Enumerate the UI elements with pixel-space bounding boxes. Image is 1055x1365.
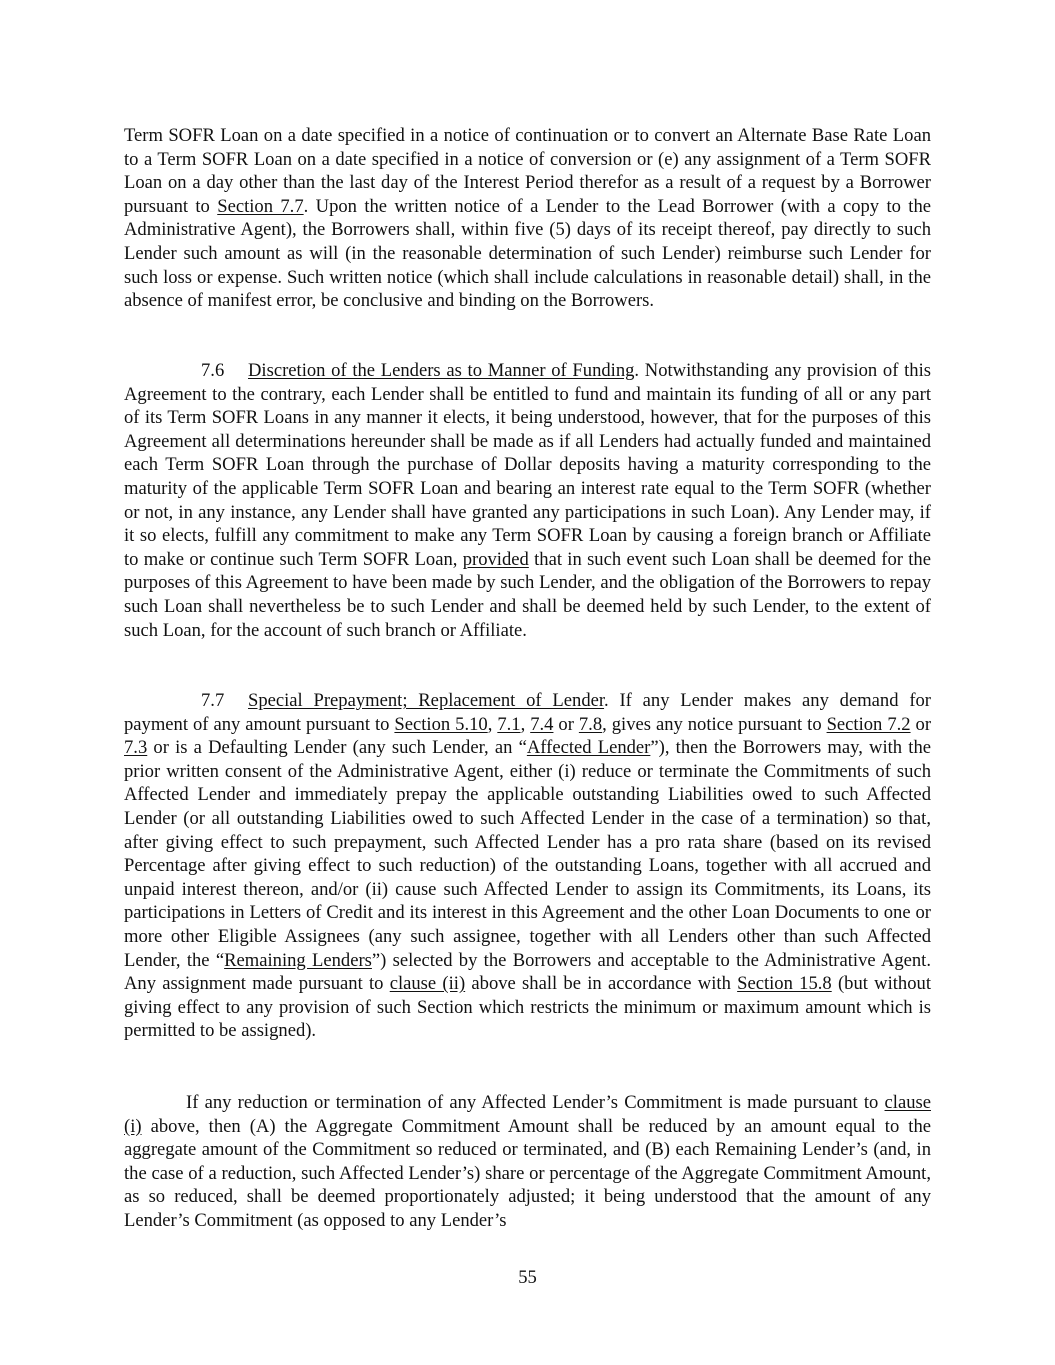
text-run: Term SOFR Loan on a date specified in a notice of continuation or to convert an Alternate Base Rate Loan to a Term SOFR Loan on a date specified in a notice of conversion or (e) any assignment of a Term SOFR Loan on a day other than the last day of the Interest Period therefor as a result of a request by a Borrower pursuant to — [124, 125, 931, 217]
section-heading: Special Prepayment; Replacement of Lender — [248, 690, 605, 711]
defined-term: Remaining Lenders — [224, 949, 372, 971]
section-number: 7.6 — [201, 360, 225, 381]
clause-reference: clause (ii) — [389, 973, 466, 995]
section-reference: Section 5.10 — [394, 713, 488, 735]
section-reference: 7.8 — [578, 713, 603, 735]
text-run: (but without giving effect to any provision of such Section which restricts the minimum or maximum amount which is permitted to be assigned). — [124, 973, 931, 1042]
section-reference: Section 7.7 — [217, 195, 304, 217]
defined-term: provided — [462, 548, 529, 570]
text-run: . If any Lender makes any demand for payment of any amount pursuant to — [124, 690, 931, 735]
section-reference: 7.1 — [497, 713, 521, 735]
text-run: ”), then the Borrowers may, with the prior written consent of the Administrative Agent, either (i) reduce or terminate the Commitments of such Affected Lender and immediately prepay the applicable outstanding Liabilities owed to such Affected Lender (or all outstanding Liabilities owed to such Affected Lender in the case of a termination) so that, after giving effect to such prepayment, such Affected Lender has a pro rata share (based on its revised Percentage after giving effect to such reduction) of the outstanding Loans, together with all accrued and unpaid interest thereon, and/or (ii) cause such Affected Lender to assign its Commitments, its Loans, its participations in Letters of Credit and its interest in this Agreement and the other Loan Documents to one or more other Eligible Assignees (any such assignee, together with all Lenders other than such Affected Lender, the “ — [124, 737, 931, 971]
text-run: that in such event such Loan shall be deemed for the purposes of this Agreement to have been made by such Lender, and the obligation of the Borrowers to repay such Loan shall nevertheless be to such Lender and shall be deemed held by such Lender, to the extent of such Loan, for the account of such branch or Affiliate. — [124, 548, 931, 641]
paragraph-continuation — [124, 124, 931, 313]
text-run: or is a Defaulting Lender (any such Lender, an “ — [147, 737, 527, 759]
section-reference: 7.3 — [124, 737, 148, 759]
reduction-paragraph — [124, 1091, 931, 1233]
text-run: ”) selected by the Borrowers and acceptable to the Administrative Agent. Any assignment made pursuant to — [124, 949, 931, 995]
section-7-7-paragraph — [124, 689, 931, 1043]
text-run: , — [520, 713, 531, 735]
page-number: 55 — [518, 1267, 537, 1288]
text-run: above shall be in accordance with — [465, 973, 738, 995]
text-run: above, then (A) the Aggregate Commitment Amount shall be reduced by an amount equal to the aggregate amount of the Commitment so reduced or terminated, and (B) each Remaining Lender’s (and, in the case of a reduction, such Affected Lender’s) share or percentage of the Aggregate Commitment Amount, as so reduced, shall be deemed proportionately adjusted; it being understood that the amount of any Lender’s Commitment (as opposed to any Lender’s — [124, 1115, 931, 1231]
clause-reference: clause (i) — [124, 1092, 931, 1137]
text-run: , — [487, 713, 498, 735]
text-run: . Notwithstanding any provision of this Agreement to the contrary, each Lender shall be entitled to fund and maintain its funding of all or any part of its Term SOFR Loans in any manner it elects, it being understood, however, that for the purposes of this Agreement all determinations hereunder shall be made as if all Lenders had actually funded and maintained each Term SOFR Loan through the purchase of Dollar deposits having a maturity corresponding to the maturity of the applicable Term SOFR Loan and bearing an interest rate equal to the Term SOFR (whether or not, in any instance, any Lender shall have granted any participations in such Loan). Any Lender may, if it so elects, fulfill any commitment to make any Term SOFR Loan by causing a foreign branch or Affiliate to make or continue such Term SOFR Loan, — [124, 360, 931, 570]
section-reference: Section 7.2 — [826, 713, 911, 735]
text-run: . Upon the written notice of a Lender to the Lead Borrower (with a copy to the Administrative Agent), the Borrowers shall, within five (5) days of its receipt thereof, pay directly to such Lender such amount as will (in the reasonable determination of such Lender) reimburse such Lender for such loss or expense. Such written notice (which shall include calculations in reasonable detail) shall, in the absence of manifest error, be conclusive and binding on the Borrowers. — [124, 195, 932, 312]
defined-term: Affected Lender — [526, 737, 651, 759]
text-run: If any reduction or termination of any Affected Lender’s Commitment is made pursuant to — [186, 1092, 885, 1113]
text-run: or — [910, 713, 932, 735]
section-reference: Section 15.8 — [737, 973, 832, 995]
section-number: 7.7 — [201, 690, 225, 711]
text-run: or — [553, 713, 579, 735]
section-reference: 7.4 — [530, 713, 554, 735]
section-heading: Discretion of the Lenders as to Manner of Funding — [248, 360, 635, 381]
section-7-6-paragraph — [124, 359, 931, 642]
text-run: , gives any notice pursuant to — [602, 713, 827, 735]
